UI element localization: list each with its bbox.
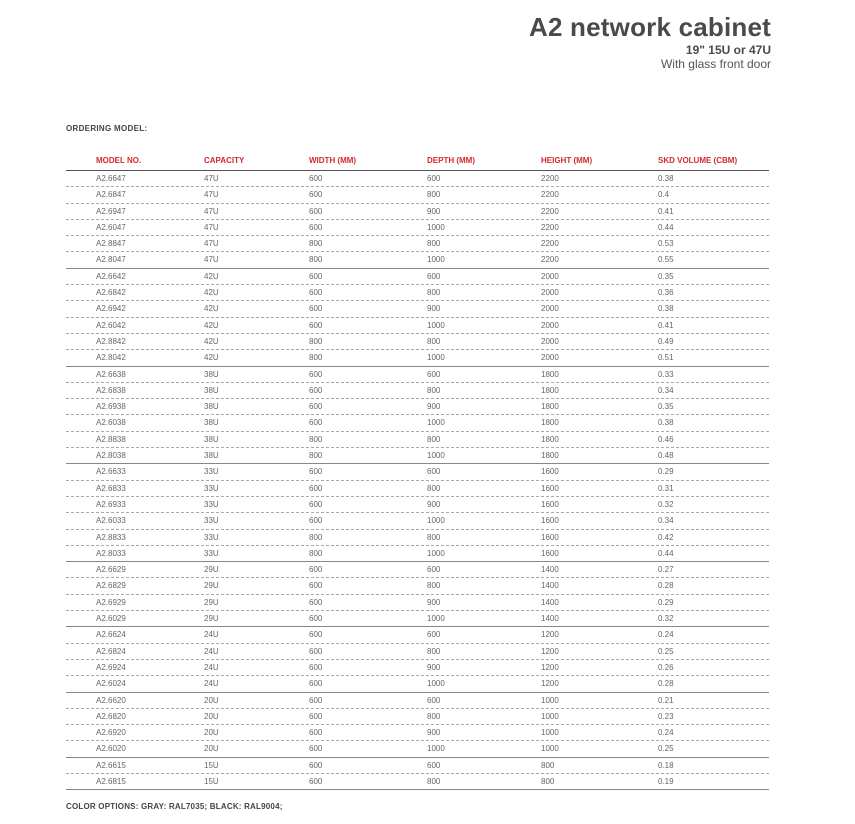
table-cell: 2200 xyxy=(541,174,559,183)
table-row xyxy=(66,204,769,220)
table-cell: 1800 xyxy=(541,402,559,412)
table-cell: 600 xyxy=(309,614,323,624)
table-cell: 600 xyxy=(427,467,441,477)
table-cell: 38U xyxy=(204,418,219,428)
table-cell: 800 xyxy=(427,776,441,786)
table-cell: 600 xyxy=(427,565,441,575)
table-cell: 2000 xyxy=(541,304,559,314)
table-cell: 800 xyxy=(309,353,323,363)
table-cell: 600 xyxy=(309,516,323,526)
table-cell: 900 xyxy=(427,662,441,672)
table-cell: 33U xyxy=(204,483,219,493)
table-cell: 0.42 xyxy=(658,532,674,542)
table-cell: A2.8833 xyxy=(96,532,126,542)
table-cell: 0.32 xyxy=(658,499,674,509)
table-cell: 900 xyxy=(427,402,441,412)
table-cell: 0.4 xyxy=(658,190,670,200)
table-cell: 0.27 xyxy=(658,565,674,575)
table-cell: 600 xyxy=(309,304,323,314)
table-cell: 24U xyxy=(204,646,219,656)
table-cell: 600 xyxy=(309,728,323,738)
table-cell: 600 xyxy=(309,288,323,298)
table-row xyxy=(66,252,769,268)
table-cell: 47U xyxy=(204,190,219,200)
table-cell: 1600 xyxy=(541,548,559,558)
column-header: WIDTH (MM) xyxy=(309,156,357,165)
table-cell: 29U xyxy=(204,581,219,591)
table-cell: 20U xyxy=(204,695,219,705)
table-cell: 600 xyxy=(309,222,323,232)
table-cell: 0.38 xyxy=(658,174,674,183)
table-cell: A2.6647 xyxy=(96,174,126,183)
table-cell: 1800 xyxy=(541,434,559,444)
table-cell: 15U xyxy=(204,776,219,786)
table-cell: 1400 xyxy=(541,581,559,591)
table-cell: 0.49 xyxy=(658,336,674,346)
table-cell: A2.6842 xyxy=(96,288,126,298)
table-cell: 1600 xyxy=(541,467,559,477)
table-row xyxy=(66,725,769,741)
table-cell: 29U xyxy=(204,597,219,607)
table-cell: 900 xyxy=(427,597,441,607)
table-cell: 800 xyxy=(427,434,441,444)
table-cell: 33U xyxy=(204,532,219,542)
table-cell: A2.8047 xyxy=(96,255,126,265)
table-cell: 2000 xyxy=(541,336,559,346)
table-cell: 1800 xyxy=(541,385,559,395)
table-cell: A2.6633 xyxy=(96,467,126,477)
table-row xyxy=(66,758,769,774)
table-cell: 1000 xyxy=(427,353,445,363)
table-cell: 600 xyxy=(309,776,323,786)
table-cell: 38U xyxy=(204,402,219,412)
table-cell: 47U xyxy=(204,174,219,183)
table-cell: 800 xyxy=(427,385,441,395)
table-cell: A2.6624 xyxy=(96,630,126,640)
table-row xyxy=(66,644,769,660)
table-cell: 2200 xyxy=(541,206,559,216)
table-cell: 15U xyxy=(204,760,219,770)
table-cell: A2.6638 xyxy=(96,369,126,379)
table-cell: 600 xyxy=(309,385,323,395)
table-row xyxy=(66,481,769,497)
table-cell: 0.46 xyxy=(658,434,674,444)
table-cell: 600 xyxy=(309,662,323,672)
table-cell: 1400 xyxy=(541,614,559,624)
table-row xyxy=(66,660,769,676)
ordering-table xyxy=(66,150,769,790)
table-row xyxy=(66,432,769,448)
table-cell: 600 xyxy=(309,206,323,216)
table-cell: 600 xyxy=(427,695,441,705)
table-cell: 1800 xyxy=(541,418,559,428)
table-cell: 600 xyxy=(309,369,323,379)
table-cell: 0.34 xyxy=(658,385,674,395)
table-cell: 600 xyxy=(427,630,441,640)
table-row xyxy=(66,269,769,285)
table-cell: 0.36 xyxy=(658,288,674,298)
table-row xyxy=(66,464,769,480)
table-cell: 33U xyxy=(204,499,219,509)
table-cell: 1600 xyxy=(541,516,559,526)
table-cell: A2.6942 xyxy=(96,304,126,314)
table-row xyxy=(66,301,769,317)
table-cell: A2.6833 xyxy=(96,483,126,493)
table-body xyxy=(66,171,769,790)
table-cell: A2.6042 xyxy=(96,320,126,330)
table-cell: 0.34 xyxy=(658,516,674,526)
table-cell: 800 xyxy=(309,548,323,558)
table-row xyxy=(66,595,769,611)
table-cell: 600 xyxy=(427,174,441,183)
table-cell: A2.6847 xyxy=(96,190,126,200)
table-cell: 47U xyxy=(204,206,219,216)
table-row xyxy=(66,448,769,464)
column-header: DEPTH (MM) xyxy=(427,156,475,165)
table-cell: 38U xyxy=(204,434,219,444)
table-cell: 1000 xyxy=(427,418,445,428)
table-cell: 600 xyxy=(309,190,323,200)
table-cell: 2000 xyxy=(541,288,559,298)
table-row xyxy=(66,318,769,334)
table-cell: A2.6838 xyxy=(96,385,126,395)
table-cell: A2.6820 xyxy=(96,711,126,721)
table-cell: 600 xyxy=(309,630,323,640)
table-cell: 2200 xyxy=(541,239,559,249)
table-cell: A2.6029 xyxy=(96,614,126,624)
table-cell: 800 xyxy=(309,532,323,542)
table-cell: A2.6629 xyxy=(96,565,126,575)
table-cell: 600 xyxy=(309,565,323,575)
table-cell: 0.35 xyxy=(658,271,674,281)
table-cell: 1400 xyxy=(541,597,559,607)
table-cell: 1000 xyxy=(427,548,445,558)
table-cell: 1000 xyxy=(541,728,559,738)
table-cell: 0.44 xyxy=(658,222,674,232)
table-row xyxy=(66,741,769,757)
table-cell: 800 xyxy=(427,239,441,249)
table-cell: 1200 xyxy=(541,662,559,672)
table-cell: A2.8038 xyxy=(96,451,126,461)
table-cell: 1600 xyxy=(541,499,559,509)
table-cell: 600 xyxy=(309,174,323,183)
table-cell: 20U xyxy=(204,744,219,754)
table-cell: A2.6620 xyxy=(96,695,126,705)
table-cell: 42U xyxy=(204,304,219,314)
table-cell: 47U xyxy=(204,222,219,232)
table-cell: 24U xyxy=(204,662,219,672)
table-cell: 0.41 xyxy=(658,206,674,216)
table-cell: 2000 xyxy=(541,271,559,281)
table-cell: 29U xyxy=(204,614,219,624)
table-cell: 0.21 xyxy=(658,695,674,705)
table-cell: 900 xyxy=(427,304,441,314)
table-cell: A2.6642 xyxy=(96,271,126,281)
table-cell: 600 xyxy=(309,597,323,607)
table-cell: 1000 xyxy=(427,255,445,265)
table-cell: 600 xyxy=(309,581,323,591)
table-cell: 800 xyxy=(541,760,555,770)
table-cell: 0.44 xyxy=(658,548,674,558)
table-header xyxy=(66,150,769,171)
table-row xyxy=(66,171,769,187)
table-cell: A2.6924 xyxy=(96,662,126,672)
table-cell: 600 xyxy=(309,271,323,281)
table-cell: 800 xyxy=(309,434,323,444)
table-cell: 0.35 xyxy=(658,402,674,412)
table-cell: 1200 xyxy=(541,630,559,640)
table-cell: 24U xyxy=(204,630,219,640)
table-cell: A2.6024 xyxy=(96,679,126,689)
table-cell: A2.8838 xyxy=(96,434,126,444)
table-cell: 0.38 xyxy=(658,418,674,428)
table-cell: A2.6047 xyxy=(96,222,126,232)
table-cell: 900 xyxy=(427,499,441,509)
table-cell: 1000 xyxy=(541,695,559,705)
table-cell: 2000 xyxy=(541,320,559,330)
column-header: CAPACITY xyxy=(204,156,245,165)
table-cell: 600 xyxy=(309,711,323,721)
table-cell: 42U xyxy=(204,353,219,363)
table-cell: 800 xyxy=(427,288,441,298)
table-cell: A2.6815 xyxy=(96,776,126,786)
table-cell: 2200 xyxy=(541,222,559,232)
table-cell: 800 xyxy=(427,581,441,591)
table-cell: 0.23 xyxy=(658,711,674,721)
table-cell: A2.8847 xyxy=(96,239,126,249)
table-cell: 1400 xyxy=(541,565,559,575)
table-cell: 600 xyxy=(309,483,323,493)
column-header: MODEL NO. xyxy=(96,156,142,165)
table-cell: A2.6038 xyxy=(96,418,126,428)
table-cell: A2.6933 xyxy=(96,499,126,509)
table-cell: 42U xyxy=(204,320,219,330)
table-row xyxy=(66,627,769,643)
table-cell: A2.6920 xyxy=(96,728,126,738)
table-cell: A2.8033 xyxy=(96,548,126,558)
table-cell: 0.31 xyxy=(658,483,674,493)
table-row xyxy=(66,530,769,546)
table-cell: 1600 xyxy=(541,483,559,493)
table-row xyxy=(66,399,769,415)
table-cell: 0.24 xyxy=(658,728,674,738)
table-cell: 42U xyxy=(204,336,219,346)
table-cell: 38U xyxy=(204,369,219,379)
table-cell: 1000 xyxy=(427,222,445,232)
table-cell: 2200 xyxy=(541,255,559,265)
table-cell: 1000 xyxy=(427,744,445,754)
table-cell: 600 xyxy=(309,499,323,509)
ordering-model-label: ORDERING MODEL: xyxy=(66,124,148,133)
table-cell: 0.33 xyxy=(658,369,674,379)
table-row xyxy=(66,546,769,562)
table-cell: A2.6929 xyxy=(96,597,126,607)
table-cell: 38U xyxy=(204,451,219,461)
table-cell: 47U xyxy=(204,239,219,249)
table-cell: 800 xyxy=(309,336,323,346)
table-cell: 0.28 xyxy=(658,679,674,689)
table-cell: 800 xyxy=(309,255,323,265)
table-cell: 1800 xyxy=(541,451,559,461)
table-row xyxy=(66,367,769,383)
table-cell: 20U xyxy=(204,728,219,738)
table-row xyxy=(66,611,769,627)
table-cell: 24U xyxy=(204,679,219,689)
table-cell: 800 xyxy=(309,451,323,461)
table-cell: 0.29 xyxy=(658,597,674,607)
table-cell: 47U xyxy=(204,255,219,265)
table-cell: 0.29 xyxy=(658,467,674,477)
page-header xyxy=(529,12,771,72)
table-cell: 600 xyxy=(309,695,323,705)
table-cell: 600 xyxy=(309,646,323,656)
table-cell: 800 xyxy=(427,711,441,721)
table-cell: A2.8042 xyxy=(96,353,126,363)
table-row xyxy=(66,220,769,236)
table-row xyxy=(66,350,769,366)
table-cell: 1600 xyxy=(541,532,559,542)
table-cell: 0.19 xyxy=(658,776,674,786)
table-cell: 0.26 xyxy=(658,662,674,672)
table-row xyxy=(66,334,769,350)
table-cell: 0.53 xyxy=(658,239,674,249)
table-cell: 38U xyxy=(204,385,219,395)
table-cell: 800 xyxy=(309,239,323,249)
table-cell: 1000 xyxy=(541,744,559,754)
table-row xyxy=(66,383,769,399)
table-cell: 600 xyxy=(309,320,323,330)
table-cell: 1000 xyxy=(427,679,445,689)
table-cell: 800 xyxy=(541,776,555,786)
table-row xyxy=(66,513,769,529)
table-cell: 600 xyxy=(309,402,323,412)
table-cell: 42U xyxy=(204,271,219,281)
table-cell: A2.6615 xyxy=(96,760,126,770)
table-row xyxy=(66,578,769,594)
table-cell: A2.6033 xyxy=(96,516,126,526)
table-cell: 800 xyxy=(427,483,441,493)
table-row xyxy=(66,415,769,431)
table-cell: 0.25 xyxy=(658,744,674,754)
table-cell: 600 xyxy=(427,760,441,770)
table-cell: 0.24 xyxy=(658,630,674,640)
table-row xyxy=(66,676,769,692)
table-cell: 800 xyxy=(427,646,441,656)
table-cell: 42U xyxy=(204,288,219,298)
table-cell: A2.6829 xyxy=(96,581,126,591)
table-row xyxy=(66,562,769,578)
table-cell: 0.32 xyxy=(658,614,674,624)
table-cell: 600 xyxy=(427,369,441,379)
table-cell: 1000 xyxy=(427,516,445,526)
column-header: SKD VOLUME (CBM) xyxy=(658,156,738,165)
table-cell: A2.6824 xyxy=(96,646,126,656)
table-cell: A2.6947 xyxy=(96,206,126,216)
table-cell: 0.28 xyxy=(658,581,674,591)
table-cell: 0.25 xyxy=(658,646,674,656)
table-cell: 0.55 xyxy=(658,255,674,265)
table-cell: 600 xyxy=(309,679,323,689)
table-cell: 1000 xyxy=(427,320,445,330)
table-cell: 900 xyxy=(427,206,441,216)
table-row xyxy=(66,497,769,513)
table-cell: 600 xyxy=(309,760,323,770)
table-row xyxy=(66,187,769,203)
table-cell: 900 xyxy=(427,728,441,738)
table-cell: 600 xyxy=(427,271,441,281)
table-cell: 600 xyxy=(309,744,323,754)
page-subtitle: 19" 15U or 47U xyxy=(685,43,771,57)
table-cell: 600 xyxy=(309,467,323,477)
table-cell: 0.48 xyxy=(658,451,674,461)
table-cell: 20U xyxy=(204,711,219,721)
table-cell: 33U xyxy=(204,516,219,526)
table-row xyxy=(66,709,769,725)
table-row xyxy=(66,774,769,790)
table-cell: 29U xyxy=(204,565,219,575)
table-cell: 800 xyxy=(427,532,441,542)
table-cell: 1000 xyxy=(541,711,559,721)
table-cell: 0.38 xyxy=(658,304,674,314)
table-cell: 1000 xyxy=(427,614,445,624)
table-cell: 33U xyxy=(204,467,219,477)
column-header: HEIGHT (MM) xyxy=(541,156,593,165)
table-cell: 0.41 xyxy=(658,320,674,330)
table-row xyxy=(66,693,769,709)
table-row xyxy=(66,285,769,301)
table-cell: 0.51 xyxy=(658,353,674,363)
page-note: With glass front door xyxy=(660,57,771,71)
table-cell: 800 xyxy=(427,336,441,346)
table-cell: 800 xyxy=(427,190,441,200)
color-options-note: COLOR OPTIONS: GRAY: RAL7035; BLACK: RAL9004; xyxy=(66,802,283,811)
table-cell: A2.6020 xyxy=(96,744,126,754)
table-cell: 2000 xyxy=(541,353,559,363)
table-cell: 2200 xyxy=(541,190,559,200)
table-cell: A2.8842 xyxy=(96,336,126,346)
page-title: A2 network cabinet xyxy=(529,12,771,42)
table-cell: 600 xyxy=(309,418,323,428)
table-cell: 1200 xyxy=(541,679,559,689)
table-cell: 1800 xyxy=(541,369,559,379)
table-row xyxy=(66,236,769,252)
table-cell: 33U xyxy=(204,548,219,558)
table-cell: 0.18 xyxy=(658,760,674,770)
table-cell: 1200 xyxy=(541,646,559,656)
table-cell: A2.6938 xyxy=(96,402,126,412)
table-cell: 1000 xyxy=(427,451,445,461)
